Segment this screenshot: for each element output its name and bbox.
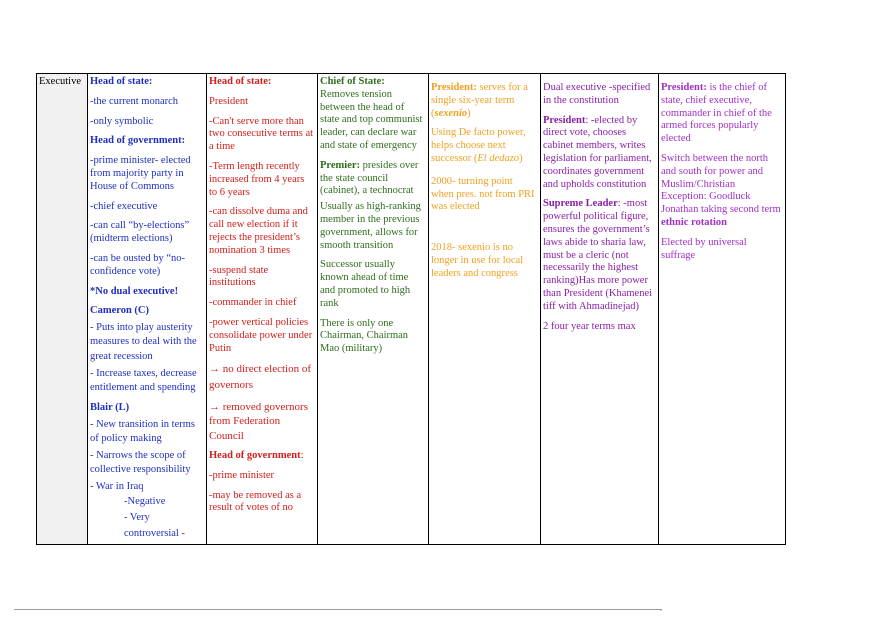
russia-hos-item: → removed governors from Federation Council (209, 401, 308, 442)
executive-row (37, 74, 786, 545)
russia-head-of-state-label: Head of state: (209, 76, 272, 87)
uk-blair-item: - Narrows the scope of collective responsibility (90, 450, 191, 476)
uk-hog-item: -chief executive (90, 200, 158, 212)
nigeria-president-item: is the chief of state, chief executive, commander in chief of the armed forces popularly elected (661, 82, 772, 145)
china-chief-of-state-label: Chief of State: (320, 76, 385, 87)
row-header-cell (37, 74, 88, 545)
uk-hog-item: -can call “by-elections” (midterm elections) (90, 220, 190, 245)
russia-hos-item: -Can't serve more than two consecutive terms at a time (209, 115, 314, 153)
uk-blair-item: - War in Iraq (90, 480, 144, 492)
mexico-president-item: serves for a single six-year term ( (431, 82, 528, 119)
iran-president-item: : -elected by direct vote, chooses cabinet members, writes legislation for parliament, coordinates government and upholds constitution (543, 114, 652, 190)
mexico-dedazo-close: ) (519, 152, 523, 164)
nigeria-cell (659, 74, 786, 545)
nigeria-ethnic-rotation: ethnic rotation (661, 216, 728, 228)
uk-cameron-item: - Puts into play austerity measures to deal with the great recession (90, 322, 197, 362)
uk-no-dual-executive: *No dual executive! (90, 285, 179, 297)
uk-hog-item: -can be ousted by “no-confidence vote) (90, 252, 186, 277)
russia-cell (207, 74, 318, 545)
nigeria-president-label: President: (661, 82, 707, 93)
mexico-president-close: ) (467, 107, 471, 119)
uk-cell (88, 74, 207, 545)
uk-head-of-government-label: Head of government: (90, 135, 186, 147)
mexico-2000-item: 2000- turning point when pres. not from PRI was elected (431, 175, 535, 213)
iran-supreme-leader-item: : -most powerful political figure, ensures the government’s laws abide to sharia law, must be a cleric (not necessarily the highest ranking)Has more power than President (Khamenei tiff with Ahmadinejad) (543, 198, 653, 312)
iran-dual-item: Dual executive -specified in the constitution (543, 82, 651, 106)
row-header-executive: Executive (39, 76, 81, 87)
mexico-dedazo-item: Using De facto power, helps choose next successor ( (431, 127, 526, 164)
footer-divider (14, 609, 662, 610)
nigeria-rotation-item: Switch between the north and south for power and Muslim/Christian Exception: Goodluck Jonathan taking second term (661, 152, 781, 216)
uk-hog-item: -prime minister- elected from majority party in House of Commons (90, 155, 191, 192)
uk-cameron-item: - Increase taxes, decrease entitlement and spending (90, 367, 197, 393)
china-cos-item: Removes tension between the head of state and top communist leader, can declare war and state of emergency (320, 88, 423, 151)
uk-blair-item: - New transition in terms of policy making (90, 418, 195, 444)
uk-head-of-state-label: Head of state: (90, 76, 153, 87)
russia-hos-item: -commander in chief (209, 297, 297, 309)
uk-cameron-label: Cameron (C) (90, 305, 150, 317)
mexico-president-label: President: (431, 82, 477, 93)
china-premier-item: Usually as high-ranking member in the previous government, allows for smooth transition (320, 201, 421, 251)
iran-terms-item: 2 four year terms max (543, 320, 636, 332)
uk-blair-subitem: controversial - (124, 527, 185, 539)
iran-president-label: President (543, 114, 586, 126)
russia-hos-item: -can dissolve duma and call new election if it rejects the president’s nomination 3 times (209, 206, 308, 256)
uk-hos-item: -the current monarch (90, 95, 179, 107)
russia-hog-item: -prime minister (209, 469, 275, 481)
china-successor-item: Successor usually known ahead of time and promoted to high rank (320, 259, 411, 309)
china-premier-label: Premier: (320, 159, 361, 171)
iran-cell (541, 74, 659, 545)
russia-hos-item: -suspend state institutions (209, 264, 269, 289)
russia-hos-item: -Term length recently increased from 4 years to 6 years (209, 160, 305, 198)
iran-supreme-leader-label: Supreme Leader (543, 198, 618, 210)
russia-head-of-government-label: Head of government (209, 450, 301, 462)
uk-blair-label: Blair (L) (90, 402, 130, 414)
nigeria-suffrage-item: Elected by universal suffrage (661, 236, 747, 261)
mexico-2018-item: 2018- sexenio is no longer in use for local leaders and congress (431, 242, 524, 279)
china-premier-item: presides over the state council (cabinet), a technocrat (320, 159, 419, 197)
mexico-dedazo-term: El dedazo (477, 152, 520, 164)
uk-hos-item: -only symbolic (90, 115, 154, 127)
mexico-sexenio-term: sexenio (434, 107, 468, 119)
uk-blair-subitem: - Very (124, 512, 150, 524)
russia-hog-colon: : (300, 450, 304, 462)
russia-hos-item: President (209, 95, 249, 107)
footer-dot: . (660, 604, 662, 613)
china-chairman-item: There is only one Chairman, Chairman Mao (military) (320, 317, 409, 355)
russia-hos-item: → no direct election of governors (209, 363, 312, 391)
uk-blair-subitem: -Negative (124, 496, 166, 508)
executive-comparison-table (36, 73, 786, 545)
mexico-cell (429, 74, 541, 545)
russia-hog-item: -may be removed as a result of votes of no (209, 489, 302, 514)
russia-hos-item: -power vertical policies consolidate power under Putin (209, 316, 313, 354)
china-cell (318, 74, 429, 545)
